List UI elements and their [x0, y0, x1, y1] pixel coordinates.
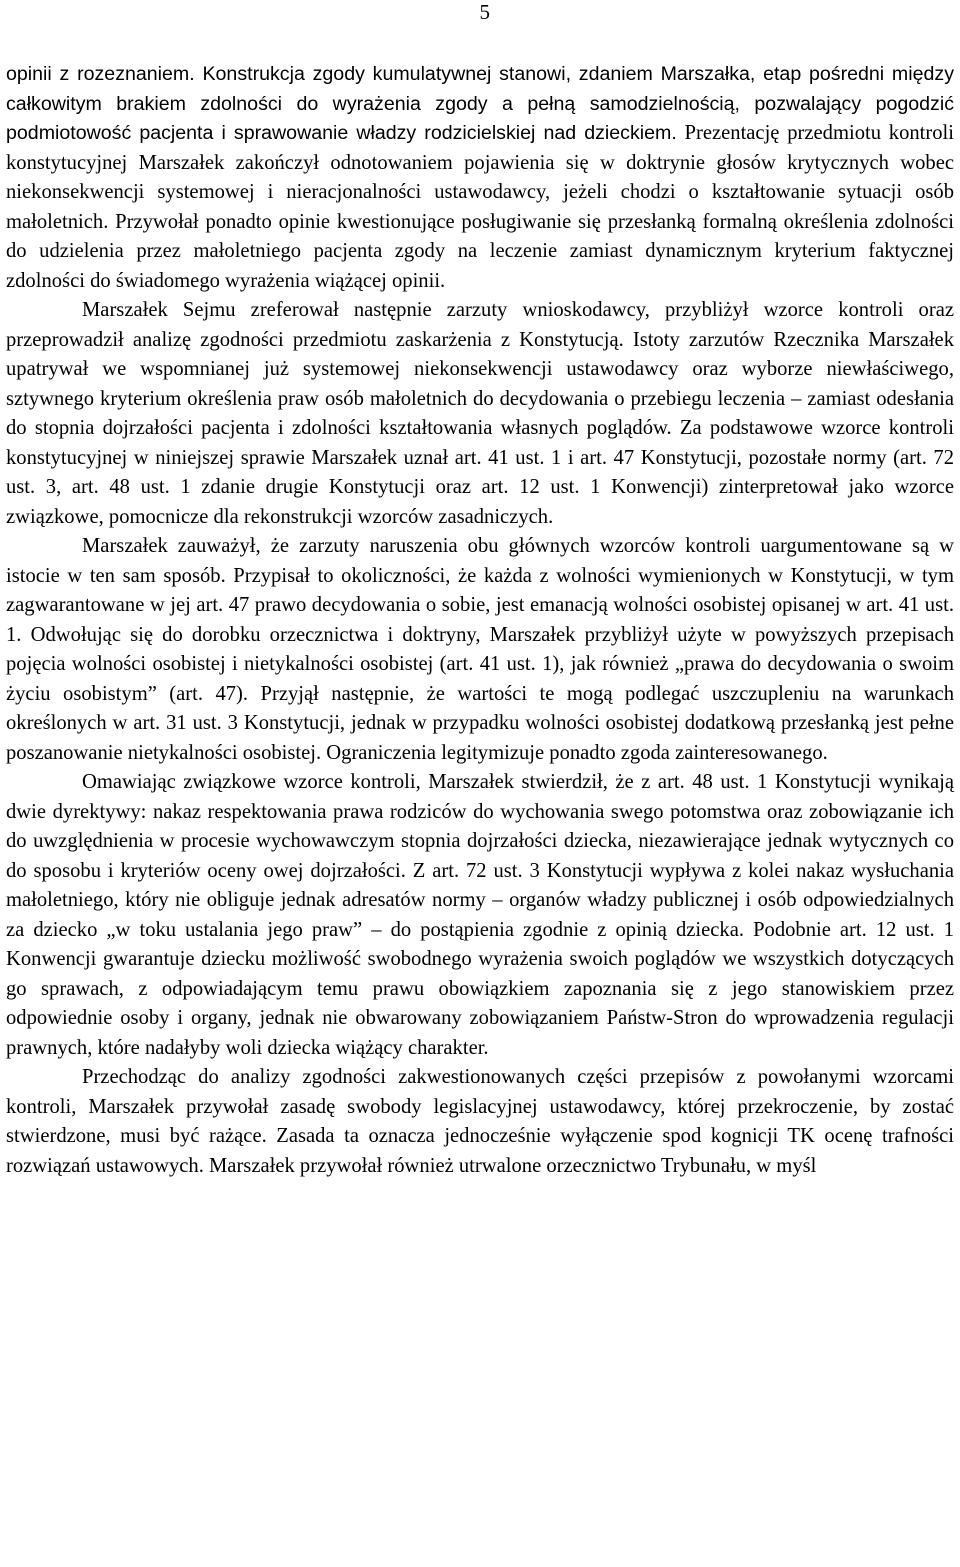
document-body: [6, 60, 954, 1181]
paragraph-4: Omawiając związkowe wzorce kontroli, Marszałek stwierdził, że z art. 48 ust. 1 Konstytucji wynikają dwie dyrektywy: nakaz respektowania prawa rodziców do wychowania swego potomstwa oraz zobowiązanie ich do uwzględnienia w procesie wychowawczym stopnia dojrzałości dziecka, niezawierające jednak wytycznych co do sposobu i kryteriów oceny owej dojrzałości. Z art. 72 ust. 3 Konstytucji wypływa z kolei nakaz wysłuchania małoletniego, który nie obliguje jednak adresatów normy – organów władzy publicznej i osób odpowiedzialnych za dziecko „w toku ustalania jego praw” – do postąpienia zgodnie z opinią dziecka. Podobnie art. 12 ust. 1 Konwencji gwarantuje dziecku możliwość swobodnego wyrażenia swoich poglądów we wszystkich dotyczących go sprawach, z odpowiadającym temu prawu obowiązkiem zapoznania się z jego stanowiskiem przez odpowiednie osoby i organy, jednak nie obwarowany zobowiązaniem Państw-Stron do wprowadzenia regulacji prawnych, które nadałyby woli dziecka wiążący charakter.: [6, 771, 954, 1059]
page-number: 5: [479, 0, 490, 24]
paragraph-3: Marszałek zauważył, że zarzuty naruszenia obu głównych wzorców kontroli uargumentowane są w istocie w ten sam sposób. Przypisał to okoliczności, że każda z wolności wymienionych w Konstytucji, w tym zagwarantowane w jej art. 47 prawo decydowania o sobie, jest emanacją wolności osobistej opisanej w art. 41 ust. 1. Odwołując się do dorobku orzecznictwa i doktryny, Marszałek przybliżył użyte w powyższych przepisach pojęcia wolności osobistej i nietykalności osobistej (art. 41 ust. 1), jak również „prawa do decydowania o swoim życiu osobistym” (art. 47). Przyjął następnie, że wartości te mogą podlegać uszczupleniu na warunkach określonych w art. 31 ust. 3 Konstytucji, jednak w przypadku wolności osobistej dodatkową przesłanką jest pełne poszanowanie nietykalności osobistej. Ograniczenia legitymizuje ponadto zgoda zainteresowanego.: [6, 535, 954, 764]
paragraph-5: Przechodząc do analizy zgodności zakwestionowanych części przepisów z powołanymi wzorcami kontroli, Marszałek przywołał zasadę swobody legislacyjnej ustawodawcy, której przekroczenie, by zostać stwierdzone, musi być rażące. Zasada ta oznacza jednocześnie wyłączenie spod kognicji TK ocenę trafności rozwiązań ustawowych. Marszałek przywołał również utrwalone orzecznictwo Trybunału, w myśl: [6, 1066, 954, 1177]
paragraph-1: [6, 60, 954, 296]
paragraph-1-sans-run: opinii z rozeznaniem. Konstrukcja zgody kumulatywnej stanowi, zdaniem Marszałka, etap pośredni między całkowitym brakiem zdolności do wyrażenia zgody a pełną samodzielnością, pozwalający pogodzić podmiotowość pacjenta i sprawowanie władzy rodzicielskiej nad dzieckiem.: [6, 63, 954, 144]
paragraph-1-serif-run: Prezentację przedmiotu kontroli konstytucyjnej Marszałek zakończył odnotowaniem pojawienia się w doktrynie głosów krytycznych wobec niekonsekwencji systemowej i nieracjonalności ustawodawcy, jeżeli chodzi o kształtowanie sytuacji osób małoletnich. Przywołał ponadto opinie kwestionujące posługiwanie się przesłanką formalną określenia zdolności do udzielenia przez małoletniego pacjenta zgody na leczenie zamiast dynamicznym kryterium faktycznej zdolności do świadomego wyrażenia wiążącej opinii.: [6, 122, 954, 292]
paragraph-2: Marszałek Sejmu zreferował następnie zarzuty wnioskodawcy, przybliżył wzorce kontroli oraz przeprowadził analizę zgodności przedmiotu zaskarżenia z Konstytucją. Istoty zarzutów Rzecznika Marszałek upatrywał we wspomnianej już systemowej niekonsekwencji ustawodawcy oraz wyborze niewłaściwego, sztywnego kryterium określenia praw osób małoletnich do decydowania o przebiegu leczenia – zamiast odesłania do stopnia dojrzałości pacjenta i zdolności kształtowania własnych poglądów. Za podstawowe wzorce kontroli konstytucyjnej w niniejszej sprawie Marszałek uznał art. 41 ust. 1 i art. 47 Konstytucji, pozostałe normy (art. 72 ust. 3, art. 48 ust. 1 zdanie drugie Konstytucji oraz art. 12 ust. 1 Konwencji) zinterpretował jako wzorce związkowe, pomocnicze dla rekonstrukcji wzorców zasadniczych.: [6, 299, 954, 528]
